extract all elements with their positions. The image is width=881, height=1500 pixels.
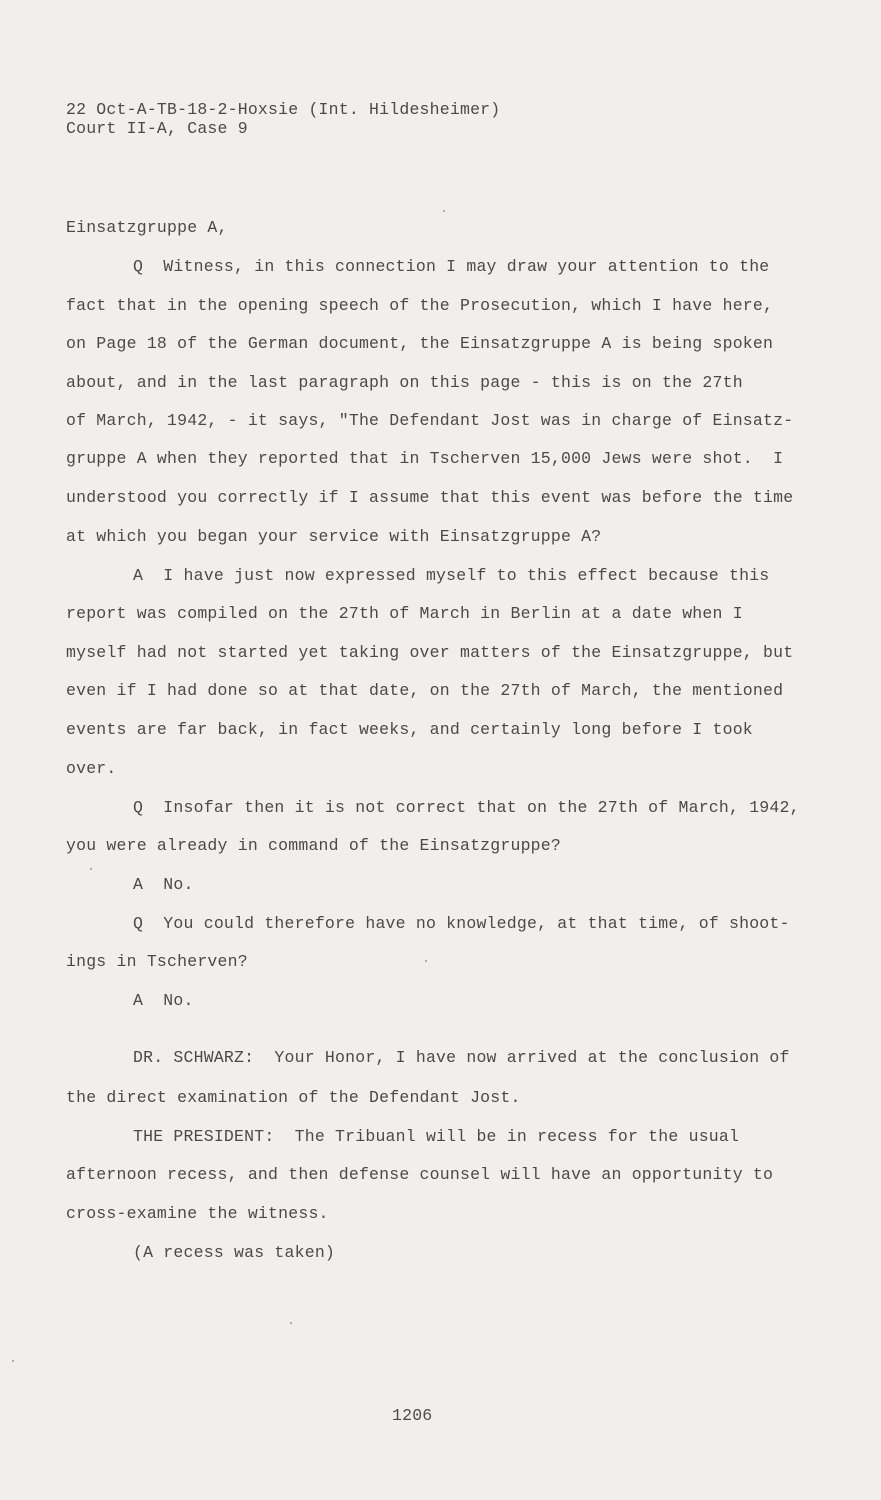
text-line: you were already in command of the Einsatzgruppe? [66, 836, 561, 855]
text-line: afternoon recess, and then defense counsel will have an opportunity to [66, 1165, 774, 1184]
text-line: the direct examination of the Defendant Jost. [66, 1088, 521, 1107]
paper-speck [90, 868, 92, 870]
text-line: on Page 18 of the German document, the Einsatzgruppe A is being spoken [66, 334, 774, 353]
header-line-2: Court II-A, Case 9 [66, 119, 248, 138]
paper-speck [12, 1360, 14, 1362]
text-line: (A recess was taken) [133, 1243, 336, 1262]
text-line: Q Insofar then it is not correct that on the 27th of March, 1942, [133, 798, 800, 817]
text-line: report was compiled on the 27th of March in Berlin at a date when I [66, 604, 743, 623]
paper-speck [443, 210, 445, 212]
text-line: gruppe A when they reported that in Tscherven 15,000 Jews were shot. I [66, 449, 784, 468]
text-line: cross-examine the witness. [66, 1204, 329, 1223]
section-heading: Einsatzgruppe A, [66, 218, 228, 237]
text-line: Q Witness, in this connection I may draw your attention to the [133, 257, 770, 276]
text-line: even if I had done so at that date, on the 27th of March, the mentioned [66, 681, 784, 700]
text-line: Q You could therefore have no knowledge, at that time, of shoot- [133, 914, 790, 933]
text-line: events are far back, in fact weeks, and certainly long before I took [66, 720, 753, 739]
text-line: over. [66, 759, 117, 778]
text-line: myself had not started yet taking over matters of the Einsatzgruppe, but [66, 643, 794, 662]
text-line: A No. [133, 991, 194, 1010]
text-line: DR. SCHWARZ: Your Honor, I have now arrived at the conclusion of [133, 1048, 790, 1067]
paper-speck [290, 1322, 292, 1324]
header-line-1: 22 Oct-A-TB-18-2-Hoxsie (Int. Hildesheimer) [66, 100, 501, 119]
page-number: 1206 [392, 1406, 433, 1425]
text-line: at which you began your service with Einsatzgruppe A? [66, 527, 602, 546]
text-line: about, and in the last paragraph on this page - this is on the 27th [66, 373, 743, 392]
text-line: understood you correctly if I assume that this event was before the time [66, 488, 794, 507]
text-line: ings in Tscherven? [66, 952, 248, 971]
text-line: A No. [133, 875, 194, 894]
paper-speck [425, 960, 427, 962]
text-line: THE PRESIDENT: The Tribuanl will be in recess for the usual [133, 1127, 740, 1146]
text-line: A I have just now expressed myself to this effect because this [133, 566, 770, 585]
text-line: of March, 1942, - it says, "The Defendant Jost was in charge of Einsatz- [66, 411, 794, 430]
text-line: fact that in the opening speech of the Prosecution, which I have here, [66, 296, 774, 315]
